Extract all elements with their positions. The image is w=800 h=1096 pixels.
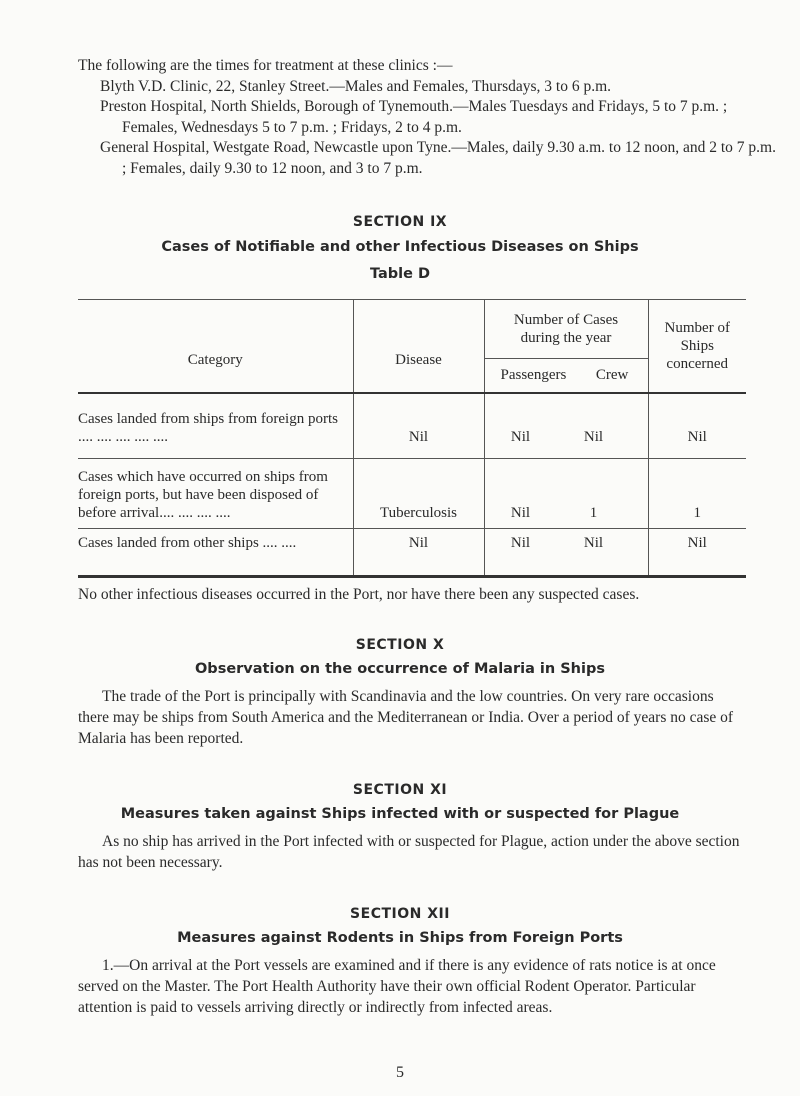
clinic-entry: General Hospital, Westgate Road, Newcastle upon Tyne.—Males, daily 9.30 a.m. to 12 noon, and 2 to 7 p.m. ; Females, daily 9.30 to 12 noon, and 3 to 7 p.m. [100,139,776,177]
cell-category: Cases landed from other ships .... .... [78,529,353,577]
cell-disease: Nil [353,529,484,577]
header-crew: Crew [595,366,629,383]
cell-crew: Nil [583,535,604,551]
intro-lead: The following are the times for treatment at these clinics :— [78,57,453,74]
cell-ships: Nil [648,529,746,577]
section-heading: SECTION IX [352,214,448,230]
page-number: 5 [396,1064,404,1081]
cell-passengers: Nil [510,505,531,521]
section-text: As no ship has arrived in the Port infected with or suspected for Plague, action under the above section has not been necessary. [78,833,740,871]
after-table-text: No other infectious diseases occurred in the Port, nor have there been any suspected cases. [78,586,640,603]
cell-category: Cases landed from ships from foreign ports .... .... .... .... .... [78,393,353,459]
cell-disease: Tuberculosis [353,459,484,529]
table-row [78,529,746,577]
section-heading: SECTION XI [352,782,448,798]
cell-cases [484,529,648,577]
clinic-times [78,56,778,179]
cell-disease: Nil [353,393,484,459]
cell-ships: Nil [648,393,746,459]
section-heading: SECTION X [355,637,445,653]
section-title: Measures against Rodents in Ships from Foreign Ports [177,930,623,946]
section-title: Cases of Notifiable and other Infectious Diseases on Ships [161,239,639,255]
table-row [78,459,746,529]
header-passengers-crew [484,359,648,393]
cell-crew: Nil [583,429,604,445]
table-label: Table D [369,266,431,282]
header-ships: Number of Ships concerned [648,300,746,393]
section-title: Observation on the occurrence of Malaria in Ships [194,661,605,677]
clinic-entry: Preston Hospital, North Shields, Borough of Tynemouth.—Males Tuesdays and Fridays, 5 to 7 p.m. ; Females, Wednesdays 5 to 7 p.m. ; Fridays, 2 to 4 p.m. [100,98,728,136]
header-disease: Disease [353,300,484,393]
cell-crew: 1 [589,505,598,521]
cell-ships: 1 [648,459,746,529]
clinic-entry: Blyth V.D. Clinic, 22, Stanley Street.—Males and Females, Thursdays, 3 to 6 p.m. [100,77,612,95]
cell-category: Cases which have occurred on ships from foreign ports, but have been disposed of before arrival.... .... .... .... [78,459,353,529]
header-cases: Number of Cases during the year [484,300,648,359]
section-title: Measures taken against Ships infected with or suspected for Plague [120,806,680,822]
cell-cases [484,393,648,459]
header-category: Category [78,300,353,393]
section-text: 1.—On arrival at the Port vessels are examined and if there is any evidence of rats notice is at once served on the Master. The Port Health Authority have their own official Rodent Operator. Particular attention is paid to vessels arriving directly or indirectly from infected areas. [78,957,716,1016]
ship-cases-table [78,299,746,578]
cell-passengers: Nil [510,535,531,551]
table-row [78,393,746,459]
section-text: The trade of the Port is principally with Scandinavia and the low countries. On very rare occasions there may be ships from South America and the Mediterranean or India. Over a period of years no case of Malaria has been reported. [78,688,734,747]
header-passengers: Passengers [500,366,567,383]
cell-passengers: Nil [510,429,531,445]
section-heading: SECTION XII [350,906,450,922]
cell-cases [484,459,648,529]
